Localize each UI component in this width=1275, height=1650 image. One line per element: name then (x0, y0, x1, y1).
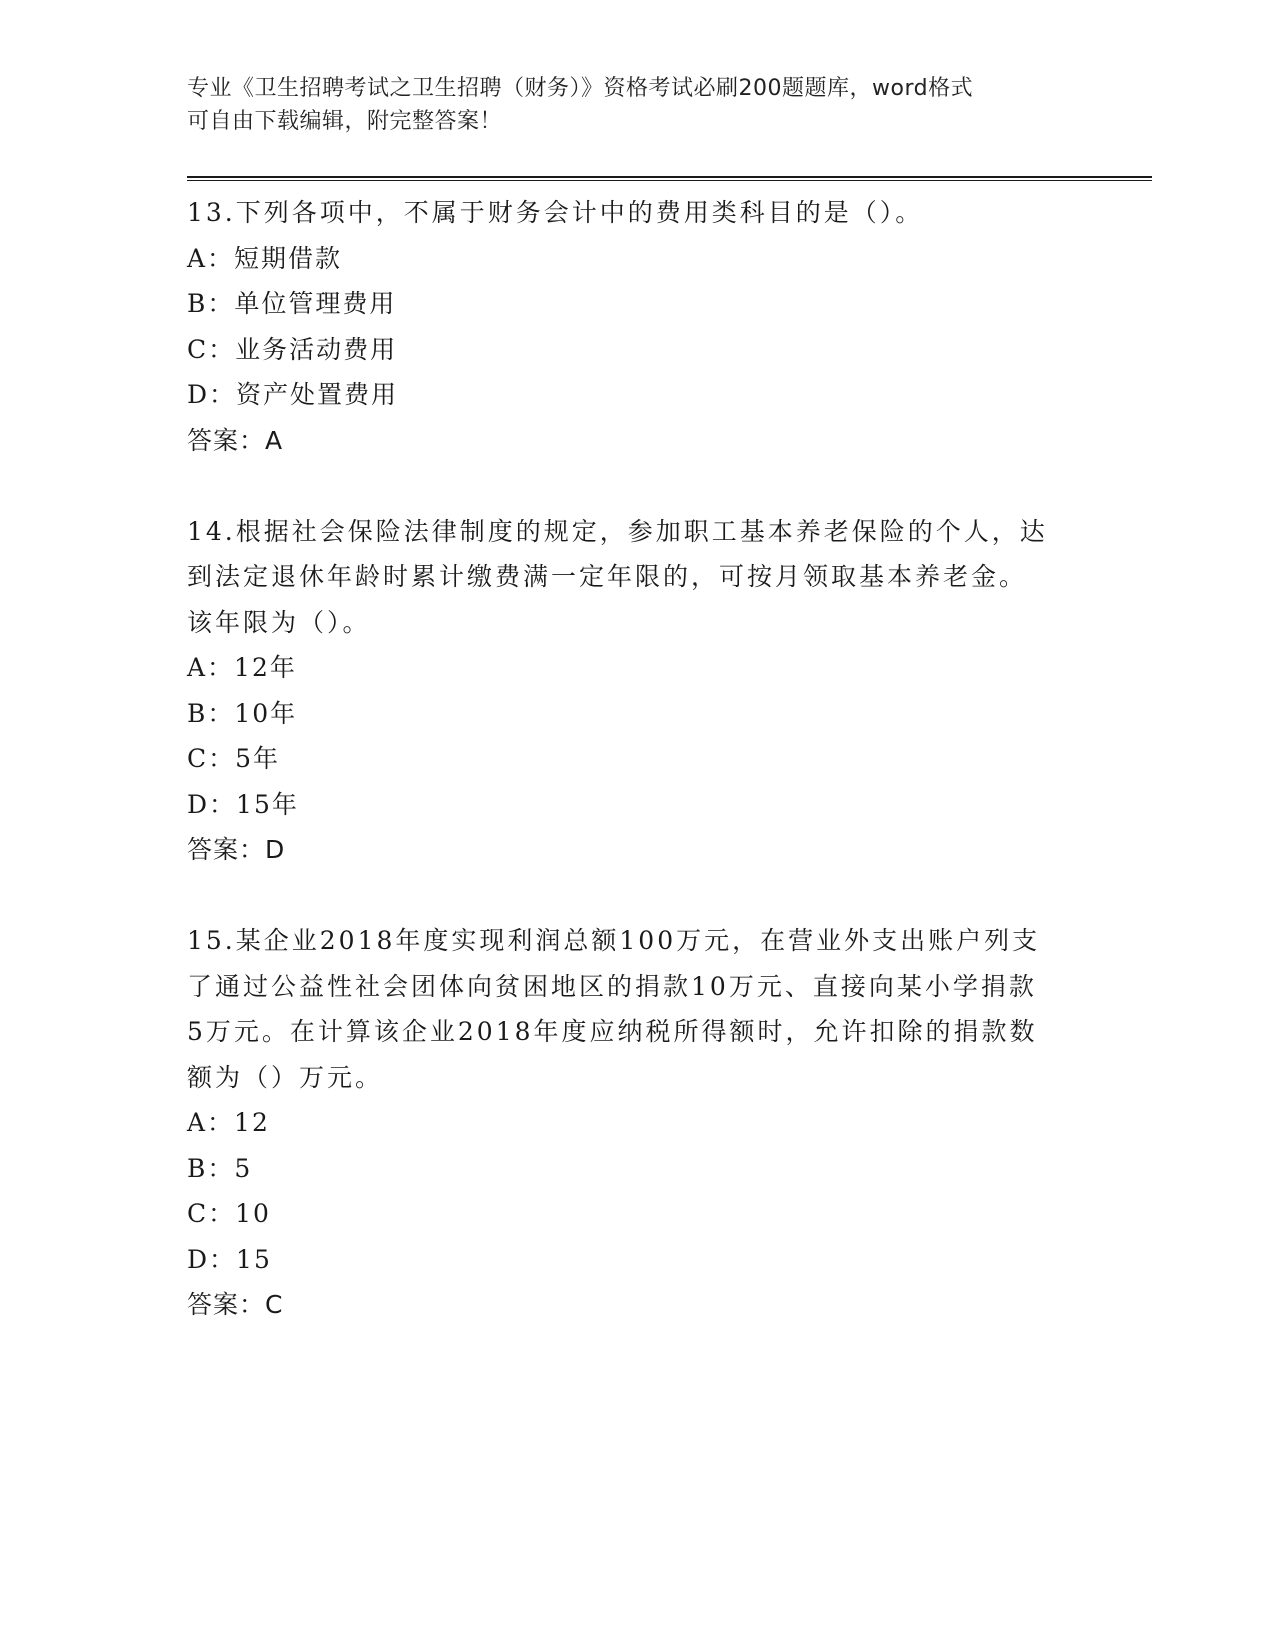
option-b: B：5 (187, 1153, 253, 1183)
option-d: D：资产处置费用 (187, 380, 399, 409)
header-divider (187, 176, 1152, 181)
option-c: C：5年 (187, 744, 281, 773)
option-c: C：10 (187, 1199, 271, 1228)
question-stem-line: 额为（）万元。 (187, 1062, 384, 1092)
question-spacer (187, 873, 1087, 918)
question-stem-line: 14.根据社会保险法律制度的规定，参加职工基本养老保险的个人，达 (187, 516, 1048, 546)
question-stem-line: 13.下列各项中，不属于财务会计中的费用类科目的是（）。 (187, 198, 924, 227)
header-line-1: 专业《卫生招聘考试之卫生招聘（财务）》资格考试必刷200题题库，word格式 (187, 76, 974, 101)
question-15 (187, 918, 1087, 1328)
answer-label: 答案：D (187, 835, 286, 864)
question-stem-line: 15.某企业2018年度实现利润总额100万元，在营业外支出账户列支 (187, 926, 1041, 955)
question-spacer (187, 464, 1087, 509)
question-stem-line: 到法定退休年龄时累计缴费满一定年限的，可按月领取基本养老金。 (187, 562, 1028, 591)
question-13 (187, 190, 1087, 464)
question-stem-line: 该年限为（）。 (187, 607, 371, 637)
answer-label: 答案：A (187, 425, 284, 455)
option-a: A：12年 (187, 653, 297, 682)
option-b: B：10年 (187, 698, 298, 728)
option-b: B：单位管理费用 (187, 289, 397, 318)
question-list (187, 190, 1087, 1328)
option-d: D：15年 (187, 789, 299, 819)
header-line-2: 可自由下载编辑，附完整答案！ (187, 109, 503, 134)
question-stem-line: 5万元。在计算该企业2018年度应纳税所得额时，允许扣除的捐款数 (187, 1017, 1038, 1046)
option-a: A：12 (187, 1108, 270, 1137)
question-stem-line: 了通过公益性社会团体向贫困地区的捐款10万元、直接向某小学捐款 (187, 971, 1037, 1001)
option-a: A：短期借款 (187, 243, 343, 273)
question-14 (187, 509, 1087, 874)
page-header (187, 72, 1087, 138)
option-c: C：业务活动费用 (187, 334, 398, 364)
option-d: D：15 (187, 1244, 272, 1274)
answer-label: 答案：C (187, 1290, 284, 1319)
